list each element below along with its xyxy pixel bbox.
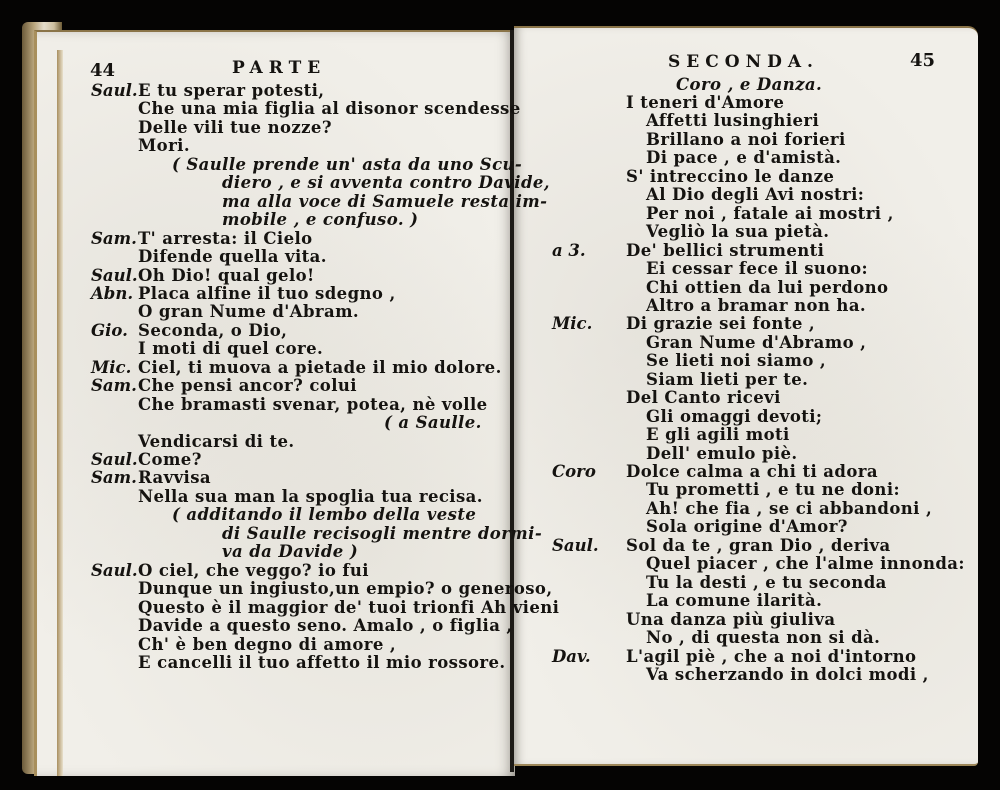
speaker-label: Saul. bbox=[91, 81, 138, 100]
verse-line: Vendicarsi di te. bbox=[138, 431, 295, 451]
verse-line: Questo è il maggior de' tuoi trionfi Ah vieni bbox=[138, 597, 560, 617]
speaker-label: Sam. bbox=[91, 468, 137, 488]
verse-line: Dunque un ingiusto,un empio? o generoso, bbox=[138, 579, 553, 599]
verse-line: Chi ottien da lui perdono bbox=[646, 277, 889, 297]
verse-line: La comune ilarità. bbox=[646, 591, 823, 611]
speaker-label: Abn. bbox=[91, 283, 134, 303]
verse-line: Gli omaggi devoti; bbox=[646, 406, 823, 426]
verse-line: I teneri d'Amore bbox=[626, 93, 785, 112]
speaker-label: Sam. bbox=[91, 228, 137, 248]
verse-line: Se lieti noi siamo , bbox=[646, 351, 827, 371]
verse-line: T' arresta: il Cielo bbox=[138, 228, 313, 248]
verse-line: Davide a questo seno. Amalo , o figlia , bbox=[138, 616, 513, 636]
verse-line: Che pensi ancor? colui bbox=[138, 376, 357, 396]
verse-line: Siam lieti per te. bbox=[646, 369, 809, 389]
verse-line: Tu la desti , e tu seconda bbox=[646, 572, 887, 592]
verse-line: E cancelli il tuo affetto il mio rossore. bbox=[138, 652, 506, 672]
speaker-label: Coro bbox=[552, 462, 596, 481]
stage-direction: va da Davide ) bbox=[222, 542, 359, 562]
verse-line: Di pace , e d'amistà. bbox=[646, 148, 842, 168]
page-stack-edge bbox=[57, 50, 63, 776]
verse-line: De' bellici strumenti bbox=[626, 240, 825, 260]
stage-direction: diero , e si avventa contro Davide, bbox=[222, 173, 550, 193]
verse-line: Vegliò la sua pietà. bbox=[646, 222, 830, 242]
stage-direction: ( additando il lembo della veste bbox=[172, 505, 477, 525]
speaker-label: Sam. bbox=[91, 376, 137, 396]
verse-line: Una danza più giuliva bbox=[626, 609, 836, 629]
verse-line: Ah! che fia , se ci abbandoni , bbox=[646, 498, 933, 518]
book-spine-gutter bbox=[510, 30, 514, 772]
verse-line: I moti di quel core. bbox=[138, 339, 324, 359]
page-number-right: 45 bbox=[910, 50, 936, 71]
verse-line: No , di questa non si dà. bbox=[646, 628, 881, 648]
stage-direction: ( Saulle prende un' asta da uno Scu- bbox=[172, 154, 523, 174]
verse-line: Per noi , fatale ai mostri , bbox=[646, 203, 894, 223]
speaker-label: Mic. bbox=[91, 357, 132, 377]
verse-line: Placa alfine il tuo sdegno , bbox=[138, 283, 396, 303]
stage-direction: mobile , e confuso. ) bbox=[222, 210, 419, 230]
verse-line: Va scherzando in dolci modi , bbox=[646, 664, 929, 684]
stage-direction: di Saulle recisogli mentre dormi- bbox=[222, 523, 543, 543]
verse-line: Sola origine d'Amor? bbox=[646, 517, 848, 537]
verse-line: Sol da te , gran Dio , deriva bbox=[626, 535, 891, 555]
speaker-label: Saul. bbox=[552, 535, 599, 555]
verse-line: Ei cessar fece il suono: bbox=[646, 259, 868, 279]
verse-line: Ravvisa bbox=[138, 468, 212, 488]
verse-line: S' intreccino le danze bbox=[626, 166, 835, 186]
verse-line: Al Dio degli Avi nostri: bbox=[646, 185, 865, 205]
section-subheading: Coro , e Danza. bbox=[676, 75, 823, 94]
verse-line: Affetti lusinghieri bbox=[646, 111, 820, 131]
speaker-label: Gio. bbox=[91, 320, 128, 340]
verse-line: Dell' emulo piè. bbox=[646, 443, 798, 463]
verse-line: Brillano a noi forieri bbox=[646, 129, 846, 149]
verse-line: Altro a bramar non ha. bbox=[646, 295, 867, 315]
speaker-label: Mic. bbox=[552, 314, 593, 334]
verse-line: O gran Nume d'Abram. bbox=[138, 302, 360, 322]
speaker-label: Saul. bbox=[91, 265, 138, 285]
verse-line: Oh Dio! qual gelo! bbox=[138, 265, 315, 285]
verse-line: Del Canto ricevi bbox=[626, 388, 781, 408]
verse-line: E tu sperar potesti, bbox=[138, 81, 325, 100]
verse-line: Difende quella vita. bbox=[138, 247, 327, 267]
verse-line: E gli agili moti bbox=[646, 425, 790, 445]
speaker-label: Saul. bbox=[91, 450, 138, 469]
verse-line: Nella sua man la spoglia tua recisa. bbox=[138, 486, 483, 506]
verse-line: Che una mia figlia al disonor scendesse bbox=[138, 99, 521, 119]
speaker-label: Dav. bbox=[552, 646, 591, 666]
verse-line: Mori. bbox=[138, 136, 190, 156]
verse-line: L'agil piè , che a noi d'intorno bbox=[626, 646, 917, 666]
speaker-label: Saul. bbox=[91, 560, 138, 580]
stage-direction: ( a Saulle. bbox=[384, 413, 482, 433]
verse-line: Delle vili tue nozze? bbox=[138, 117, 332, 137]
speaker-label: a 3. bbox=[552, 240, 586, 260]
verse-line: Ciel, ti muova a pietade il mio dolore. bbox=[138, 357, 502, 377]
stage-direction: ma alla voce di Samuele resta im- bbox=[222, 191, 548, 211]
verse-line: Seconda, o Dio, bbox=[138, 320, 288, 340]
verse-line: Che bramasti svenar, potea, nè volle bbox=[138, 394, 488, 414]
verse-line: Come? bbox=[138, 450, 202, 469]
verse-line: Dolce calma a chi ti adora bbox=[626, 462, 878, 481]
running-head-right: SECONDA. bbox=[668, 52, 819, 72]
verse-line: O ciel, che veggo? io fui bbox=[138, 560, 369, 580]
verse-line: Quel piacer , che l'alme innonda: bbox=[646, 554, 965, 574]
verse-line: Gran Nume d'Abramo , bbox=[646, 332, 867, 352]
verse-line: Tu prometti , e tu ne doni: bbox=[646, 480, 900, 500]
page-number-left: 44 bbox=[90, 60, 116, 81]
running-head-left: PARTE bbox=[232, 58, 327, 78]
verse-line: Di grazie sei fonte , bbox=[626, 314, 816, 334]
verse-line: Ch' è ben degno di amore , bbox=[138, 634, 397, 654]
